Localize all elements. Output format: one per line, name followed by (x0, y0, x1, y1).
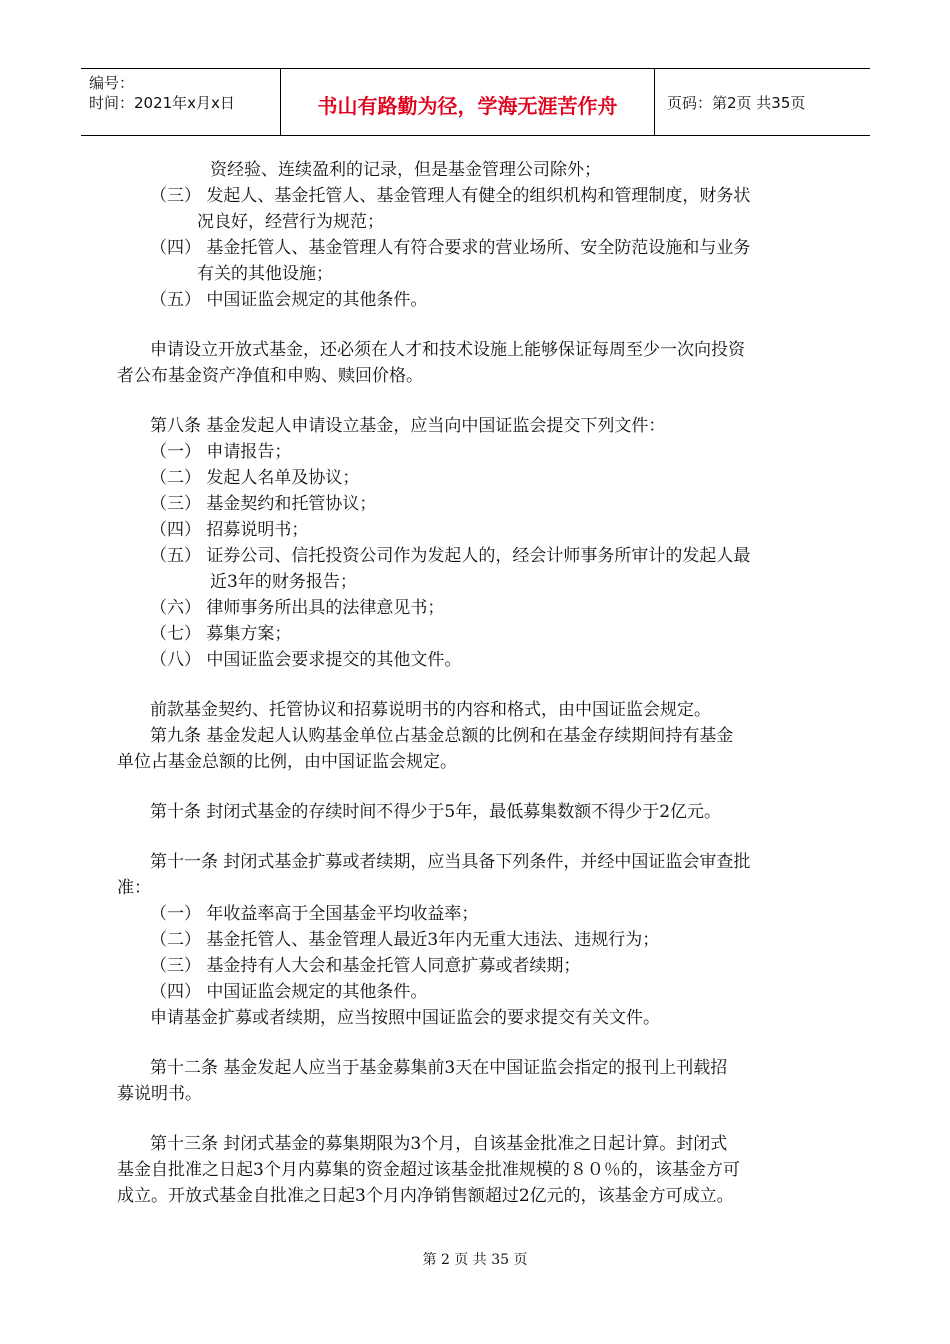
body-line: （一） 申请报告； (150, 442, 292, 462)
body-line: （二） 发起人名单及协议； (150, 468, 360, 488)
body-line: 申请基金扩募或者续期，应当按照中国证监会的要求提交有关文件。 (150, 1008, 660, 1028)
body-line: 者公布基金资产净值和申购、赎回价格。 (117, 366, 423, 386)
body-line: （五） 证券公司、信托投资公司作为发起人的，经会计师事务所审计的发起人最 (150, 546, 751, 566)
page-footer: 第 2 页 共 35 页 (422, 1252, 528, 1268)
body-line: 资经验、连续盈利的记录，但是基金管理公司除外； (210, 160, 601, 180)
article-13: 第十三条 封闭式基金的募集期限为3个月，自该基金批准之日起计算。封闭式 (150, 1134, 728, 1154)
header-meta (81, 69, 281, 135)
body-line: （一） 年收益率高于全国基金平均收益率； (150, 904, 479, 924)
body-line: 成立。开放式基金自批准之日起3个月内净销售额超过2亿元的，该基金方可成立。 (117, 1186, 734, 1206)
body-line: （七） 募集方案； (150, 624, 292, 644)
document-date-label: 时间：2021年x月x日 (89, 94, 235, 112)
body-line: （三） 基金契约和托管协议； (150, 494, 377, 514)
header-page-label: 页码：第2页 共35页 (667, 93, 806, 112)
body-line: （四） 中国证监会规定的其他条件。 (150, 982, 428, 1002)
document-number-label: 编号： (89, 74, 135, 92)
body-line: （四） 招募说明书； (150, 520, 309, 540)
body-line: 有关的其他设施； (197, 264, 333, 284)
article-9: 第九条 基金发起人认购基金单位占基金总额的比例和在基金存续期间持有基金 (150, 726, 734, 746)
body-line: （三） 发起人、基金托管人、基金管理人有健全的组织机构和管理制度，财务状 (150, 186, 751, 206)
body-line: 前款基金契约、托管协议和招募说明书的内容和格式，由中国证监会规定。 (150, 700, 711, 720)
article-8: 第八条 基金发起人申请设立基金，应当向中国证监会提交下列文件： (150, 416, 666, 436)
body-line: 况良好，经营行为规范； (197, 212, 384, 232)
body-line: （三） 基金持有人大会和基金托管人同意扩募或者续期； (150, 956, 581, 976)
article-10: 第十条 封闭式基金的存续时间不得少于5年，最低募集数额不得少于2亿元。 (150, 802, 722, 822)
body-line: （八） 中国证监会要求提交的其他文件。 (150, 650, 462, 670)
body-line: 募说明书。 (117, 1084, 202, 1104)
page-header (81, 68, 870, 136)
body-line: （二） 基金托管人、基金管理人最近3年内无重大违法、违规行为； (150, 930, 660, 950)
body-line: （五） 中国证监会规定的其他条件。 (150, 290, 428, 310)
body-line: 基金自批准之日起3个月内募集的资金超过该基金批准规模的８０％的，该基金方可 (117, 1160, 740, 1180)
header-motto: 书山有路勤为径，学海无涯苦作舟 (281, 69, 655, 135)
body-line: 准： (117, 878, 151, 898)
article-12: 第十二条 基金发起人应当于基金募集前3天在中国证监会指定的报刊上刊载招 (150, 1058, 728, 1078)
body-line: （六） 律师事务所出具的法律意见书； (150, 598, 445, 618)
body-line: 单位占基金总额的比例，由中国证监会规定。 (117, 752, 457, 772)
body-line: （四） 基金托管人、基金管理人有符合要求的营业场所、安全防范设施和与业务 (150, 238, 751, 258)
body-line: 近3年的财务报告； (210, 572, 357, 592)
body-line: 申请设立开放式基金，还必须在人才和技术设施上能够保证每周至少一次向投资 (150, 340, 745, 360)
article-11: 第十一条 封闭式基金扩募或者续期，应当具备下列条件，并经中国证监会审查批 (150, 852, 751, 872)
